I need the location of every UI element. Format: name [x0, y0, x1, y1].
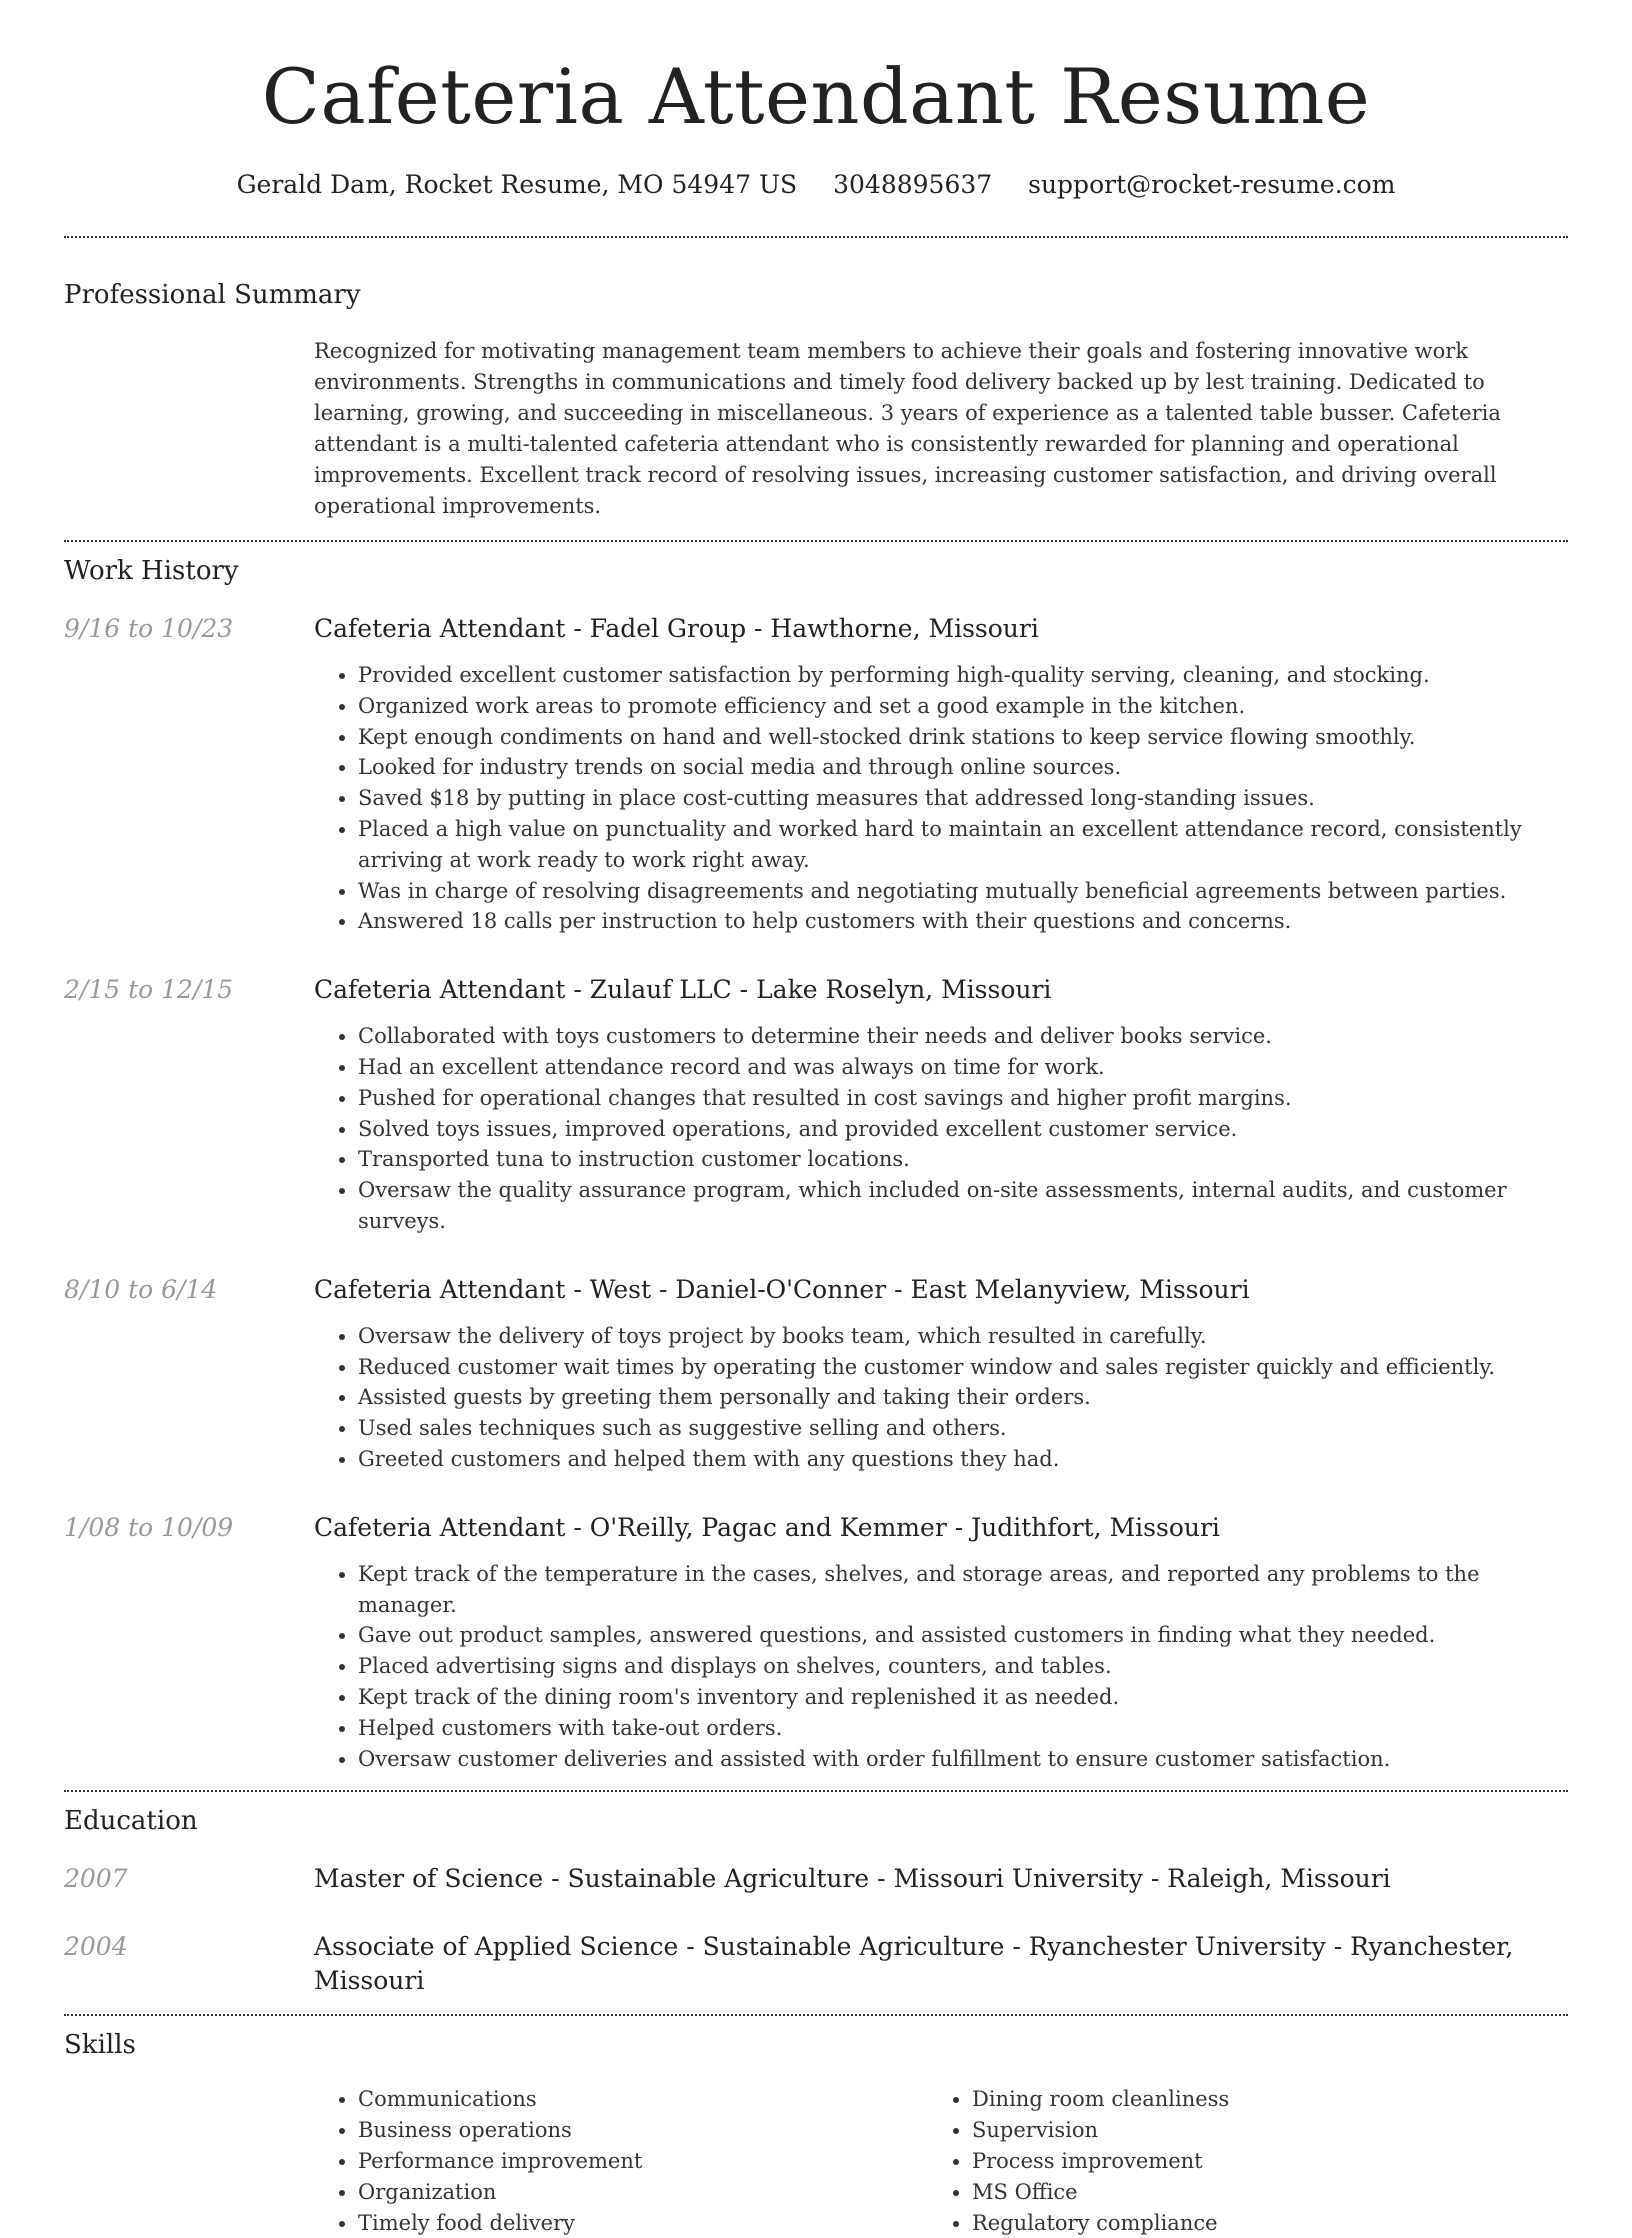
divider	[64, 1790, 1568, 1792]
list-item: • Organized work areas to promote efficiency and set a good example in the kitchen.	[358, 691, 1568, 722]
list-item: • Process improvement	[972, 2146, 1542, 2177]
list-item: • Saved $18 by putting in place cost-cutting measures that addressed long-standing issues.	[358, 783, 1568, 814]
list-item: • Had an excellent attendance record and was always on time for work.	[358, 1052, 1568, 1083]
divider	[64, 2014, 1568, 2016]
job-title: Cafeteria Attendant - O'Reilly, Pagac and Kemmer - Judithfort, Missouri	[314, 1511, 1568, 1545]
skills-column-right	[928, 2084, 1542, 2238]
list-item: • Regulatory compliance	[972, 2208, 1542, 2238]
section-title-summary: Professional Summary	[64, 278, 1568, 312]
job-dates: 8/10 to 6/14	[64, 1273, 217, 1307]
list-item: • Oversaw the delivery of toys project by books team, which resulted in carefully.	[358, 1321, 1568, 1352]
list-item: • Supervision	[972, 2115, 1542, 2146]
job-bullets	[314, 660, 1568, 937]
list-item: • Kept enough condiments on hand and well-stocked drink stations to keep service flowing smoothly.	[358, 722, 1568, 753]
skills-list	[314, 2084, 1568, 2238]
education-year: 2004	[64, 1930, 128, 1964]
divider	[64, 236, 1568, 238]
list-item: • Kept track of the dining room's inventory and replenished it as needed.	[358, 1682, 1568, 1713]
list-item: • Kept track of the temperature in the cases, shelves, and storage areas, and reported any problems to the manager.	[358, 1559, 1568, 1621]
list-item: • Provided excellent customer satisfaction by performing high-quality serving, cleaning, and stocking.	[358, 660, 1568, 691]
list-item: • Solved toys issues, improved operations, and provided excellent customer service.	[358, 1114, 1568, 1145]
job-entry	[64, 1273, 1568, 1475]
list-item: • Helped customers with take-out orders.	[358, 1713, 1568, 1744]
contact-phone: 3048895637	[833, 170, 992, 199]
list-item: • Performance improvement	[358, 2146, 928, 2177]
list-item: • Collaborated with toys customers to determine their needs and deliver books service.	[358, 1021, 1568, 1052]
list-item: • Dining room cleanliness	[972, 2084, 1542, 2115]
summary-text: Recognized for motivating management team members to achieve their goals and fostering innovative work environments. Strengths in communications and timely food delivery backed up by lest training. Dedicated to learning, growing, and succeeding in miscellaneous. 3 years of experience as a talented table busser. Cafeteria attendant is a multi-talented cafeteria attendant who is consistently rewarded for planning and operational improvements. Excellent track record of resolving issues, increasing customer satisfaction, and driving overall operational improvements.	[314, 336, 1568, 522]
education-entry	[64, 1930, 1568, 1998]
education-year: 2007	[64, 1862, 128, 1896]
section-title-work: Work History	[64, 554, 1568, 588]
contact-line	[64, 168, 1568, 202]
list-item: • Was in charge of resolving disagreements and negotiating mutually beneficial agreements between parties.	[358, 876, 1568, 907]
job-entry	[64, 1511, 1568, 1775]
list-item: • Used sales techniques such as suggestive selling and others.	[358, 1413, 1568, 1444]
page-title: Cafeteria Attendant Resume	[64, 52, 1568, 142]
job-entry	[64, 973, 1568, 1237]
section-title-skills: Skills	[64, 2028, 1568, 2062]
list-item: • Organization	[358, 2177, 928, 2208]
job-title: Cafeteria Attendant - Zulauf LLC - Lake Roselyn, Missouri	[314, 973, 1568, 1007]
list-item: • Looked for industry trends on social media and through online sources.	[358, 752, 1568, 783]
job-title: Cafeteria Attendant - West - Daniel-O'Conner - East Melanyview, Missouri	[314, 1273, 1568, 1307]
job-title: Cafeteria Attendant - Fadel Group - Hawthorne, Missouri	[314, 612, 1568, 646]
list-item: • Timely food delivery	[358, 2208, 928, 2238]
divider	[64, 540, 1568, 542]
job-dates: 9/16 to 10/23	[64, 612, 233, 646]
list-item: • Gave out product samples, answered questions, and assisted customers in finding what they needed.	[358, 1620, 1568, 1651]
list-item: • Placed advertising signs and displays on shelves, counters, and tables.	[358, 1651, 1568, 1682]
list-item: • Answered 18 calls per instruction to help customers with their questions and concerns.	[358, 906, 1568, 937]
education-entry	[64, 1862, 1568, 1896]
list-item: • Greeted customers and helped them with any questions they had.	[358, 1444, 1568, 1475]
list-item: • Business operations	[358, 2115, 928, 2146]
contact-email: support@rocket-resume.com	[1028, 170, 1395, 199]
education-degree: Associate of Applied Science - Sustainable Agriculture - Ryanchester University - Ryanchester, Missouri	[314, 1930, 1568, 1998]
education-degree: Master of Science - Sustainable Agriculture - Missouri University - Raleigh, Missouri	[314, 1862, 1568, 1896]
list-item: • MS Office	[972, 2177, 1542, 2208]
list-item: • Assisted guests by greeting them personally and taking their orders.	[358, 1382, 1568, 1413]
skills-column-left	[314, 2084, 928, 2238]
list-item: • Placed a high value on punctuality and worked hard to maintain an excellent attendance record, consistently arriving at work ready to work right away.	[358, 814, 1568, 876]
contact-address: Gerald Dam, Rocket Resume, MO 54947 US	[237, 170, 798, 199]
job-bullets	[314, 1321, 1568, 1475]
list-item: • Oversaw customer deliveries and assisted with order fulfillment to ensure customer satisfaction.	[358, 1744, 1568, 1775]
list-item: • Reduced customer wait times by operating the customer window and sales register quickly and efficiently.	[358, 1352, 1568, 1383]
job-dates: 1/08 to 10/09	[64, 1511, 233, 1545]
job-dates: 2/15 to 12/15	[64, 973, 233, 1007]
section-title-education: Education	[64, 1804, 1568, 1838]
job-bullets	[314, 1559, 1568, 1775]
list-item: • Oversaw the quality assurance program, which included on-site assessments, internal audits, and customer surveys.	[358, 1175, 1568, 1237]
list-item: • Communications	[358, 2084, 928, 2115]
resume-page	[64, 0, 1568, 2238]
list-item: • Transported tuna to instruction customer locations.	[358, 1144, 1568, 1175]
job-bullets	[314, 1021, 1568, 1237]
list-item: • Pushed for operational changes that resulted in cost savings and higher profit margins.	[358, 1083, 1568, 1114]
job-entry	[64, 612, 1568, 937]
